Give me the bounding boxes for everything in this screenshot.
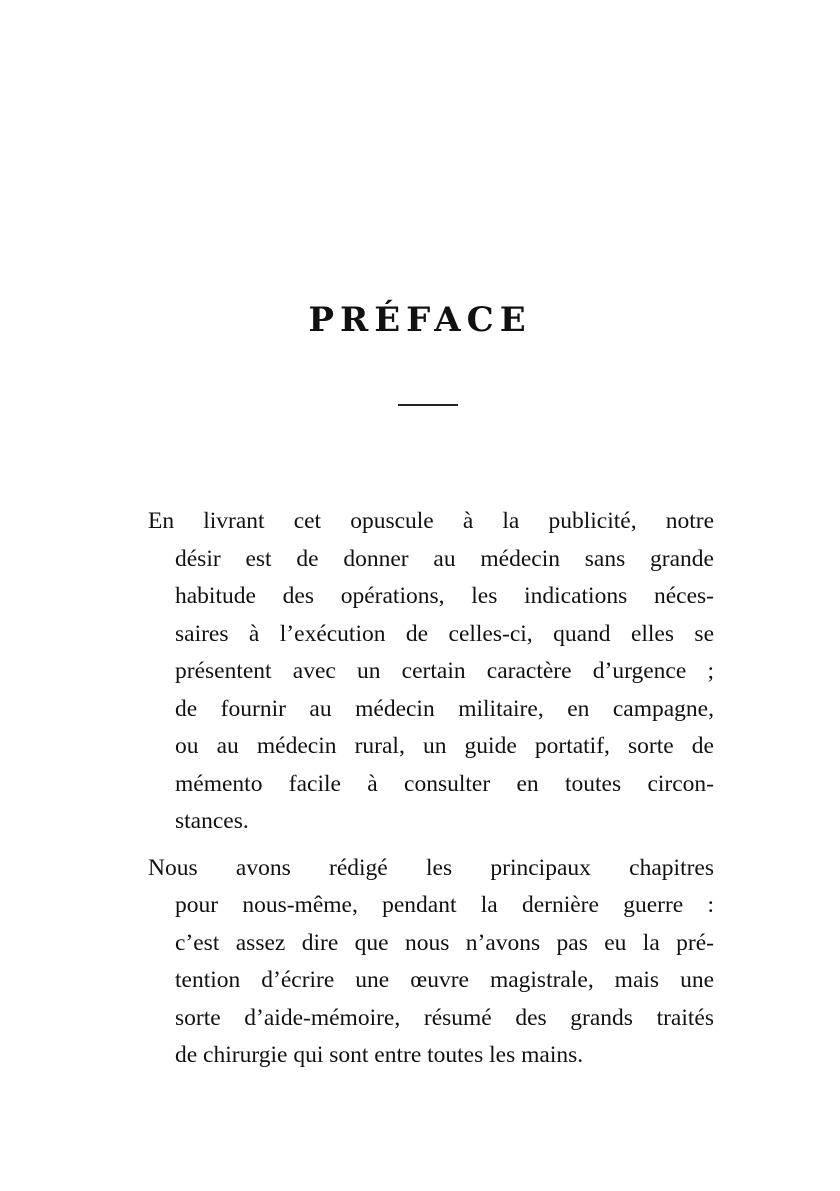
text-line: pour nous-même, pendant la dernière guerre : [175, 892, 714, 918]
page-title: PRÉFACE [308, 300, 532, 340]
text-line: désir est de donner au médecin sans grande [175, 545, 714, 572]
title-rule [398, 404, 458, 406]
text-line: tention d’écrire une œuvre magistrale, mais une [175, 967, 714, 993]
text-line: En livrant cet opuscule à la publicité, notre [148, 508, 714, 534]
text-line: Nous avons rédigé les principaux chapitres [148, 854, 714, 881]
text-line: mémento facile à consulter en toutes circon- [175, 770, 714, 797]
text-line: sorte d’aide-mémoire, résumé des grands traités [175, 1004, 714, 1031]
paragraph-1 [148, 503, 714, 841]
paragraph-2 [148, 850, 714, 1075]
text-line: de chirurgie qui sont entre toutes les mains. [175, 1042, 584, 1068]
preface-body [148, 503, 714, 1075]
text-line: c’est assez dire que nous n’avons pas eu la pré- [175, 929, 714, 956]
text-line: saires à l’exécution de celles-ci, quand elles se [175, 620, 714, 647]
text-line: présentent avec un certain caractère d’urgence ; [175, 658, 714, 684]
text-line: stances. [175, 808, 249, 834]
text-line: ou au médecin rural, un guide portatif, sorte de [175, 733, 714, 759]
text-line: de fournir au médecin militaire, en campagne, [175, 695, 714, 722]
text-line: habitude des opérations, les indications néces- [175, 583, 714, 609]
